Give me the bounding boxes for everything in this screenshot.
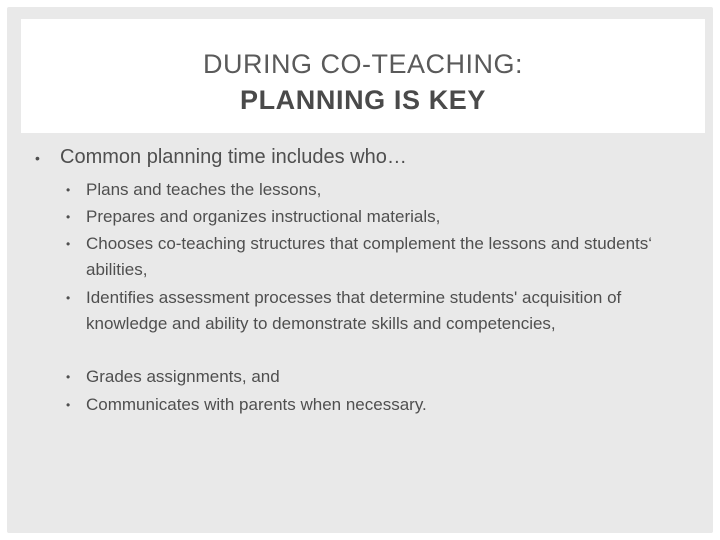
bullet-dot: • (66, 398, 71, 412)
list-item-text: Prepares and organizes instructional materials, (86, 207, 441, 226)
list-item-text: Grades assignments, and (86, 367, 280, 386)
bullet-dot: • (66, 237, 71, 251)
slide-subtitle: PLANNING IS KEY (239, 85, 487, 115)
bullet-dot: • (35, 150, 40, 166)
slide-body (7, 7, 713, 533)
bullet-dot: • (66, 183, 71, 197)
bullet-dot: • (66, 370, 71, 384)
slide-title: DURING CO-TEACHING: (203, 49, 523, 79)
list-item-text: Identifies assessment processes that determine students' acquisition of knowledge and ability to demonstrate skills and competencies, (86, 288, 622, 333)
bullet-dot: • (66, 210, 71, 224)
main-bullet-text: Common planning time includes who… (60, 146, 407, 168)
list-item-text: Plans and teaches the lessons, (86, 180, 322, 199)
slide (7, 7, 713, 533)
list-item-text: Communicates with parents when necessary. (86, 395, 427, 414)
bullet-dot: • (66, 291, 71, 305)
list-item-text: Chooses co-teaching structures that complement the lessons and students‘ abilities, (86, 234, 653, 279)
